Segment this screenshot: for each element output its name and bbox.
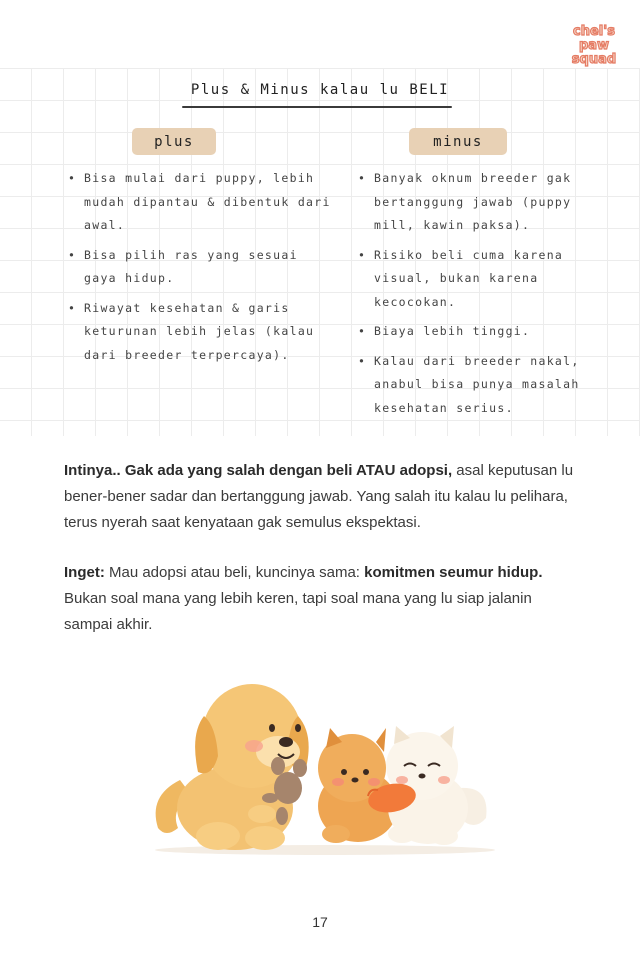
plus-item-text: Bisa pilih ras yang sesuai gaya hidup.	[84, 247, 298, 285]
title-underline	[182, 106, 452, 108]
logo-line-2: paw	[578, 38, 610, 53]
minus-item: • Banyak oknum breeder gak bertanggung jawab (puppy mill, kawin paksa).	[358, 171, 572, 232]
minus-item-text: Biaya lebih tinggi.	[374, 324, 531, 338]
plus-item: • Bisa pilih ras yang sesuai gaya hidup.	[68, 247, 298, 285]
summary-bold: Intinya.. Gak ada yang salah dengan beli ATAU adopsi,	[64, 462, 453, 479]
plus-item-text: Bisa mulai dari puppy, lebih mudah dipantau & dibentuk dari awal.	[84, 171, 331, 232]
minus-item-text: Risiko beli cuma karena visual, bukan karena kecocokan.	[374, 247, 564, 309]
reminder-text-1: Mau adopsi atau beli, kuncinya sama:	[104, 564, 365, 581]
minus-item-text: Banyak oknum breeder gak bertanggung jawab (puppy mill, kawin paksa).	[374, 171, 572, 232]
reminder-emphasis: komitmen seumur hidup.	[364, 564, 543, 581]
plus-item: • Bisa mulai dari puppy, lebih mudah dipantau & dibentuk dari awal.	[68, 171, 331, 232]
minus-list	[356, 167, 596, 426]
page-number: 17	[312, 914, 328, 930]
minus-item: • Risiko beli cuma karena visual, bukan karena kecocokan.	[358, 247, 564, 309]
plus-label: plus	[132, 128, 216, 155]
summary-text: asal keputusan lu bener-bener sadar dan bertanggung jawab. Yang salah itu kalau lu pelihara, terus nyerah saat kenyataan gak semulus ekspektasi.	[64, 462, 574, 531]
reminder-paragraph	[64, 560, 584, 638]
logo-line-3: squad	[571, 52, 617, 67]
minus-item: • Biaya lebih tinggi.	[358, 324, 531, 338]
summary-paragraph	[64, 458, 584, 536]
plus-list	[66, 167, 336, 373]
reminder-label: Inget:	[64, 564, 105, 581]
dogs-illustration	[140, 668, 510, 858]
brand-logo	[566, 22, 622, 68]
minus-item-text: Kalau dari breeder nakal, anabul bisa punya masalah kesehatan serius.	[374, 353, 580, 415]
reminder-text-2: Bukan soal mana yang lebih keren, tapi soal mana yang lu siap jalanin sampai akhir.	[64, 590, 532, 633]
minus-item: • Kalau dari breeder nakal, anabul bisa punya masalah kesehatan serius.	[358, 353, 580, 415]
logo-line-1: chel's	[573, 24, 615, 39]
golden-puppy-illustration	[156, 684, 309, 850]
plus-item-text: Riwayat kesehatan & garis keturunan lebih jelas (kalau dari breeder terpercaya).	[84, 300, 315, 362]
plus-item: • Riwayat kesehatan & garis keturunan lebih jelas (kalau dari breeder terpercaya).	[68, 300, 315, 362]
comparison-title: Plus & Minus kalau lu BELI	[190, 82, 450, 98]
minus-label: minus	[409, 128, 507, 155]
